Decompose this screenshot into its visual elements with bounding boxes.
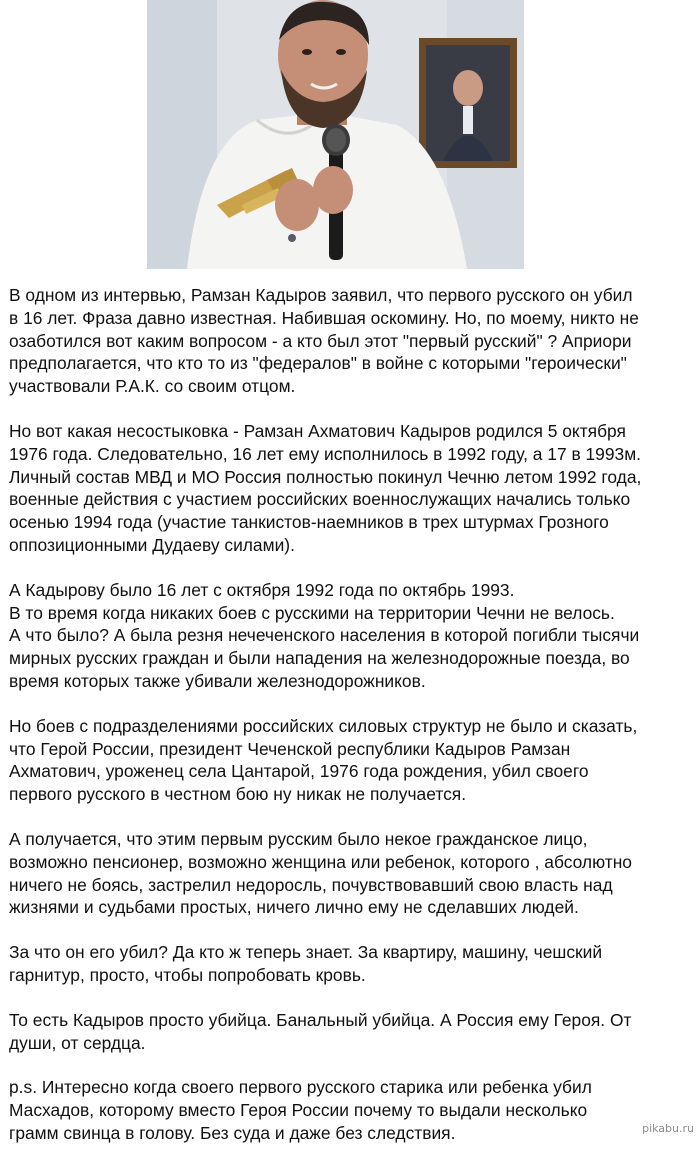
text-line: В одном из интервью, Рамзан Кадыров заявил, что первого русского он убил <box>9 285 633 305</box>
text-line: В то время когда никаких боев с русскими на территории Чечни не велось. <box>9 602 615 623</box>
text-line: участвовали Р.А.К. со своим отцом. <box>9 376 296 397</box>
text-line: возможно пенсионер, возможно женщина или ребенок, которого , абсолютно <box>9 851 632 872</box>
text-line: первого русского в честном бою ну никак не получается. <box>9 784 467 805</box>
text-line: озаботился вот каким вопросом - а кто был этот "первый русский" ? Априори <box>9 330 632 351</box>
watermark: pikabu.ru <box>642 1122 694 1135</box>
article-paragraph <box>9 828 695 919</box>
text-line: За что он его убил? Да кто ж теперь знает. За квартиру, машину, чешский <box>9 942 603 963</box>
text-line: p.s. Интересно когда своего первого русского старика или ребенка убил <box>9 1077 592 1098</box>
text-line: жизнями и судьбами простых, ничего лично ему не сделавших людей. <box>9 897 579 918</box>
article-photo <box>147 0 524 269</box>
text-line: военные действия с участием российских военнослужащих начались только <box>9 489 631 510</box>
text-line: Ахматович, уроженец села Цантарой, 1976 года рождения, убил своего <box>9 761 589 782</box>
text-line: в 16 лет. Фраза давно известная. Набившая оскомину. Но, по моему, никто не <box>9 307 639 328</box>
text-line: Личный состав МВД и МО Россия полностью покинул Чечню летом 1992 года, <box>9 466 642 487</box>
text-line: Но вот какая несостыковка - Рамзан Ахматович Кадыров родился 5 октября <box>9 420 626 441</box>
text-line: что Герой России, президент Чеченской республики Кадыров Рамзан <box>9 738 571 759</box>
article-paragraph <box>9 941 695 987</box>
article-paragraph <box>9 1009 695 1055</box>
text-line: осенью 1994 года (участие танкистов-наемников в трех штурмах Грозного <box>9 512 609 533</box>
text-line: мирных русских граждан и были нападения на железнодорожные поезда, во <box>9 648 630 669</box>
article-paragraph <box>9 579 695 693</box>
text-line: Масхадов, которому вместо Героя России почему то выдали несколько <box>9 1100 588 1121</box>
text-line: души, от сердца. <box>9 1032 146 1053</box>
text-line: Но боев с подразделениями российских силовых структур не было и сказать, <box>9 715 638 736</box>
text-line: То есть Кадыров просто убийца. Банальный убийца. А Россия ему Героя. От <box>9 1009 632 1030</box>
text-line: А Кадырову было 16 лет с октября 1992 года по октябрь 1993. <box>9 579 515 600</box>
article-paragraph <box>9 715 695 806</box>
article-paragraph <box>9 420 695 557</box>
text-line: гарнитур, просто, чтобы попробовать кровь. <box>9 964 366 985</box>
article-paragraph <box>9 284 695 398</box>
text-line: А получается, что этим первым русским было некое гражданское лицо, <box>9 828 588 849</box>
text-line: 1976 года. Следовательно, 16 лет ему исполнилось в 1992 году, а 17 в 1993м. <box>9 443 641 464</box>
article-body <box>9 284 695 1167</box>
text-line: оппозиционными Дудаеву силами). <box>9 534 295 555</box>
framed-portrait <box>419 38 517 168</box>
text-line: А что было? А была резня нечеченского населения в которой погибли тысячи <box>9 625 640 646</box>
text-line: грамм свинца в голову. Без суда и даже без следствия. <box>9 1122 456 1143</box>
text-line: ничего не боясь, застрелил недоросль, почувствовавший свою власть над <box>9 874 613 895</box>
article-paragraph <box>9 1076 695 1144</box>
text-line: предполагается, что кто то из "федералов" в войне с которыми "героически" <box>9 353 627 374</box>
text-line: время которых также убивали железнодорожников. <box>9 670 426 691</box>
